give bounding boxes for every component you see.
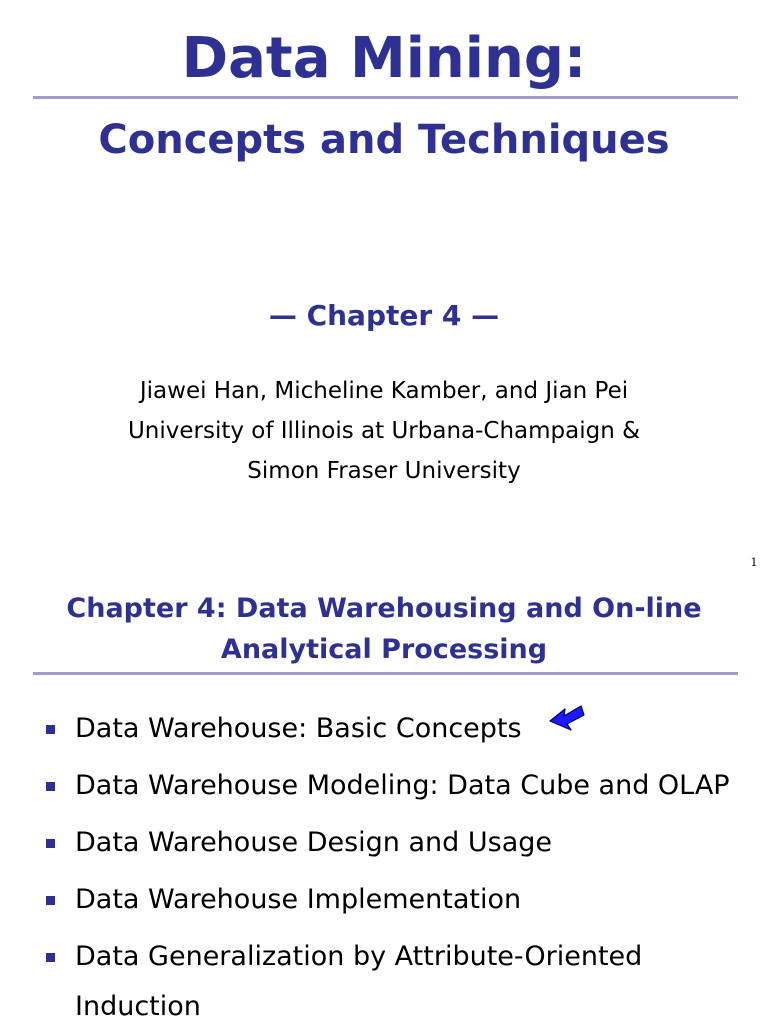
bullet-list — [46, 704, 746, 1024]
bullet-text: Data Warehouse: Basic Concepts — [75, 713, 522, 744]
list-item — [46, 932, 746, 1024]
slide2-title-line-1: Chapter 4: Data Warehousing and On-line — [66, 593, 702, 624]
square-bullet-icon — [46, 839, 55, 848]
bullet-text: Data Generalization by Attribute-Oriented Induction — [75, 941, 643, 1022]
affiliation-line-1: University of Illinois at Urbana-Champaign & — [127, 418, 641, 444]
slide2-title-line-2: Analytical Processing — [220, 634, 548, 665]
author-block — [0, 371, 768, 491]
blue-arrow-pointer-icon — [548, 703, 586, 741]
title-divider — [33, 96, 738, 99]
bullet-text: Data Warehouse Modeling: Data Cube and OLAP — [75, 770, 730, 801]
bullet-text: Data Warehouse Design and Usage — [75, 827, 552, 858]
slide2-title-divider — [33, 672, 738, 675]
bullet-text: Data Warehouse Implementation — [75, 884, 522, 915]
list-item — [46, 818, 746, 868]
square-bullet-icon — [46, 725, 55, 734]
slide2-title — [0, 588, 768, 670]
author-names: Jiawei Han, Micheline Kamber, and Jian Pei — [139, 378, 629, 404]
slide1-subtitle: Concepts and Techniques — [98, 117, 670, 163]
list-item — [46, 875, 746, 925]
list-item — [46, 761, 746, 811]
square-bullet-icon — [46, 896, 55, 905]
page-number: 1 — [750, 556, 758, 569]
slide1-title: Data Mining: — [181, 26, 587, 91]
affiliation-line-2: Simon Fraser University — [247, 458, 521, 484]
square-bullet-icon — [46, 782, 55, 791]
chapter-label: — Chapter 4 — — [268, 299, 500, 332]
list-item — [46, 704, 746, 754]
square-bullet-icon — [46, 953, 55, 962]
